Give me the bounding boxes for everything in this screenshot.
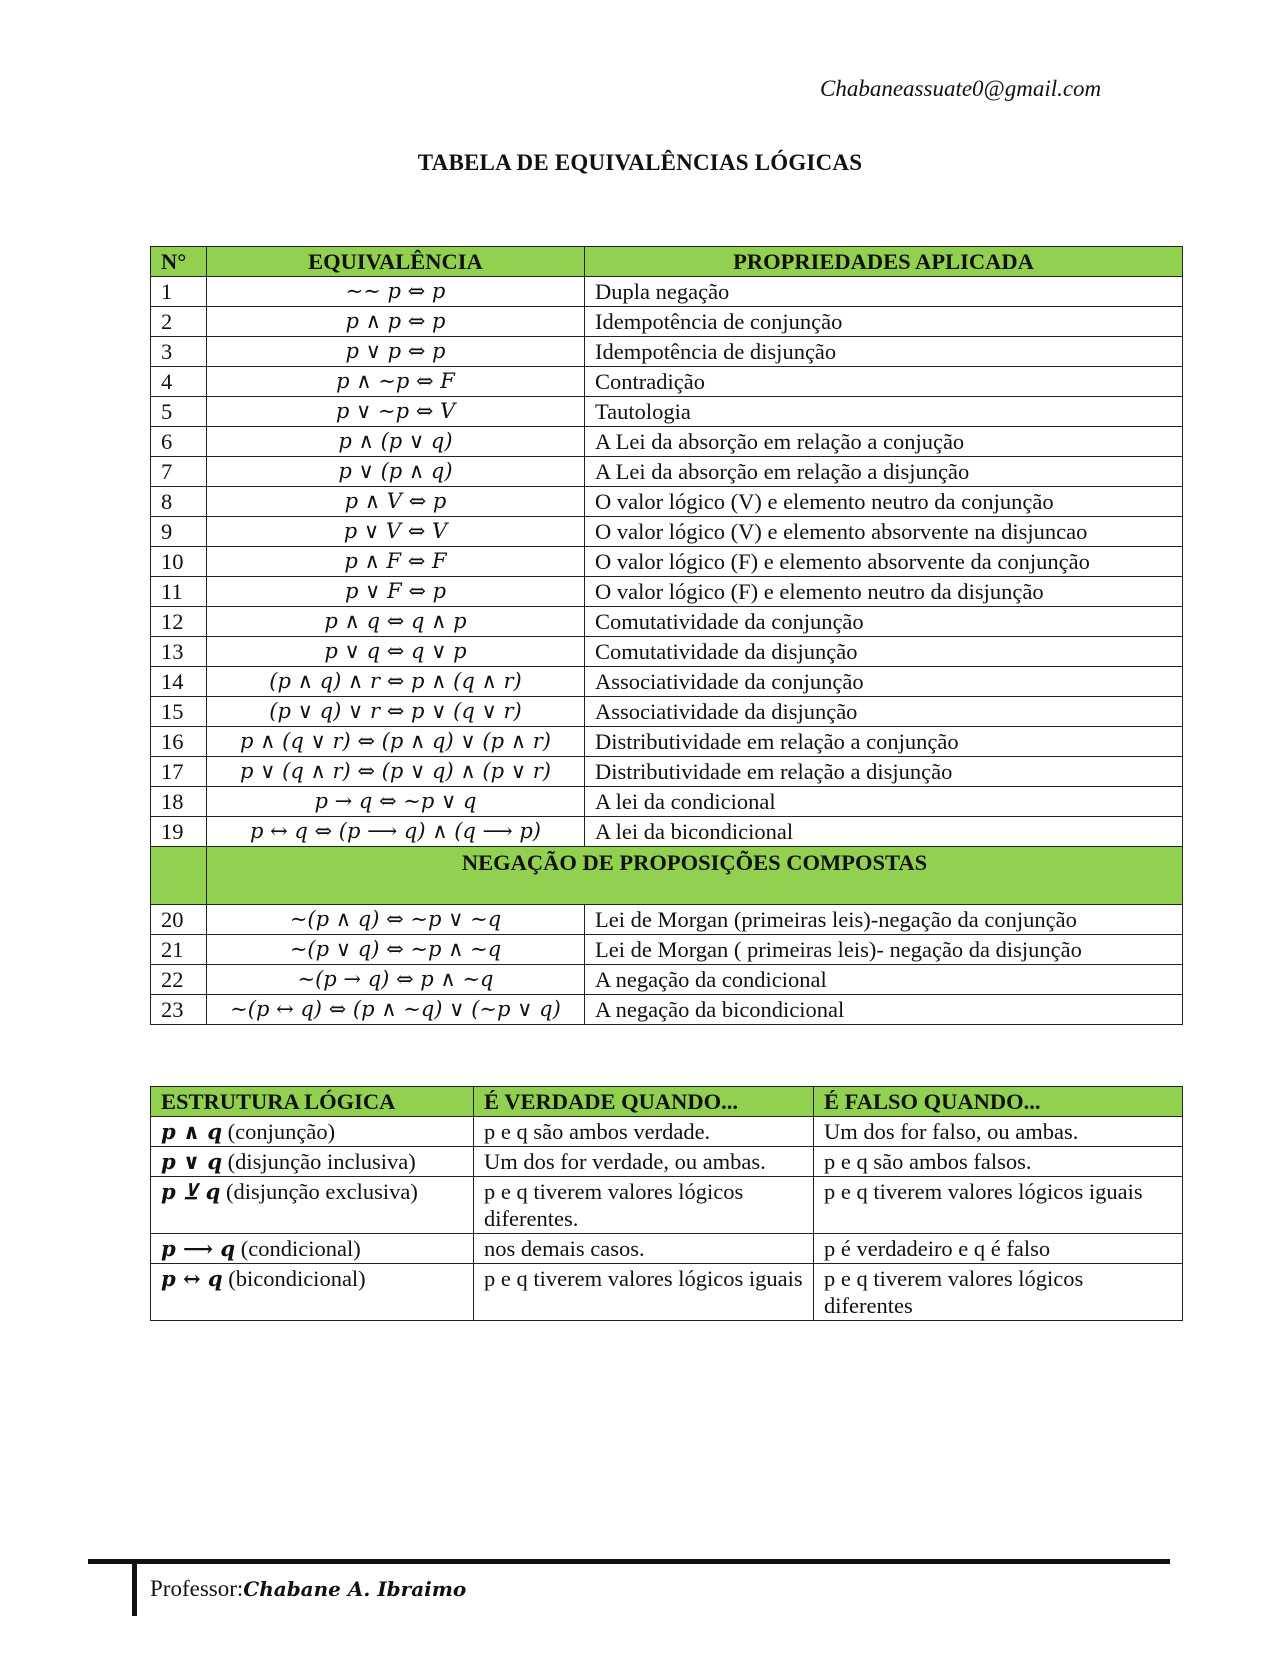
structure-cell: [151, 1234, 474, 1264]
row-expression: ∼(p ∨ q) ⇔ ∼p ∧ ∼q: [207, 935, 585, 965]
row-property: Distributividade em relação a conjunção: [585, 727, 1183, 757]
header-false-when: É FALSO QUANDO...: [814, 1087, 1183, 1117]
row-number: 23: [151, 995, 207, 1025]
table-row: [151, 1264, 1183, 1321]
row-property: Lei de Morgan (primeiras leis)-negação da conjunção: [585, 905, 1183, 935]
structure-label: (conjunção): [222, 1119, 336, 1144]
table-row: [151, 337, 1183, 367]
true-when-cell: nos demais casos.: [474, 1234, 814, 1264]
table-row: [151, 427, 1183, 457]
row-property: Associatividade da conjunção: [585, 667, 1183, 697]
logic-header-row: [151, 1087, 1183, 1117]
row-expression: p ∧ p ⇔ p: [207, 307, 585, 337]
row-property: Dupla negação: [585, 277, 1183, 307]
table-row: [151, 547, 1183, 577]
row-number: 19: [151, 817, 207, 847]
row-expression: ∼(p → q) ⇔ p ∧ ∼q: [207, 965, 585, 995]
table-row: [151, 1177, 1183, 1234]
row-expression: p ∨ (q ∧ r) ⇔ (p ∨ q) ∧ (p ∨ r): [207, 757, 585, 787]
table-row: [151, 935, 1183, 965]
row-number: 16: [151, 727, 207, 757]
row-expression: p → q ⇔ ∼p ∨ q: [207, 787, 585, 817]
row-expression: (p ∨ q) ∨ r ⇔ p ∨ (q ∨ r): [207, 697, 585, 727]
row-property: A negação da condicional: [585, 965, 1183, 995]
row-number: 4: [151, 367, 207, 397]
row-number: 13: [151, 637, 207, 667]
table-row: [151, 307, 1183, 337]
false-when-cell: p e q tiverem valores lógicos diferentes: [814, 1264, 1183, 1321]
false-when-cell: p é verdadeiro e q é falso: [814, 1234, 1183, 1264]
row-number: 3: [151, 337, 207, 367]
structure-symbol: p ∨ q: [161, 1149, 223, 1174]
table-row: [151, 1234, 1183, 1264]
row-number: 18: [151, 787, 207, 817]
table-row: [151, 607, 1183, 637]
author-email: Chabaneassuate0@gmail.com: [820, 76, 1102, 101]
row-property: A Lei da absorção em relação a conjução: [585, 427, 1183, 457]
table-row: [151, 1147, 1183, 1177]
row-number: 5: [151, 397, 207, 427]
footer: [150, 1576, 466, 1602]
row-expression: ∼(p ↔ q) ⇔ (p ∧ ∼q) ∨ (∼p ∨ q): [207, 995, 585, 1025]
row-expression: p ∧ (q ∨ r) ⇔ (p ∧ q) ∨ (p ∧ r): [207, 727, 585, 757]
structure-symbol: p ⟶ q: [161, 1236, 236, 1261]
row-expression: p ∧ F ⇔ F: [207, 547, 585, 577]
row-expression: p ∧ q ⇔ q ∧ p: [207, 607, 585, 637]
table-row: [151, 277, 1183, 307]
row-expression: p ∧ ∼p ⇔ F: [207, 367, 585, 397]
structure-symbol: p ∧ q: [161, 1119, 223, 1144]
table-row: [151, 817, 1183, 847]
structure-label: (disjunção inclusiva): [222, 1149, 416, 1174]
row-property: Lei de Morgan ( primeiras leis)- negação da disjunção: [585, 935, 1183, 965]
logic-structure-table: [150, 1086, 1183, 1321]
row-property: A lei da bicondicional: [585, 817, 1183, 847]
table-row: [151, 637, 1183, 667]
table-row: [151, 1117, 1183, 1147]
table-row: [151, 667, 1183, 697]
row-number: 11: [151, 577, 207, 607]
section-title: NEGAÇÃO DE PROPOSIÇÕES COMPOSTAS: [207, 847, 1183, 905]
footer-divider: [88, 1559, 1170, 1564]
row-number: 8: [151, 487, 207, 517]
row-property: O valor lógico (V) e elemento neutro da conjunção: [585, 487, 1183, 517]
row-expression: p ∧ V ⇔ p: [207, 487, 585, 517]
row-property: Comutatividade da conjunção: [585, 607, 1183, 637]
structure-label: (condicional): [235, 1236, 361, 1261]
true-when-cell: p e q tiverem valores lógicos diferentes.: [474, 1177, 814, 1234]
row-expression: p ∨ ∼p ⇔ V: [207, 397, 585, 427]
table-row: [151, 577, 1183, 607]
table-row: [151, 457, 1183, 487]
header-true-when: É VERDADE QUANDO...: [474, 1087, 814, 1117]
structure-cell: [151, 1117, 474, 1147]
row-number: 6: [151, 427, 207, 457]
true-when-cell: p e q tiverem valores lógicos iguais: [474, 1264, 814, 1321]
header-structure: ESTRUTURA LÓGICA: [151, 1087, 474, 1117]
section-header-row: [151, 847, 1183, 905]
row-expression: p ∨ F ⇔ p: [207, 577, 585, 607]
true-when-cell: p e q são ambos verdade.: [474, 1117, 814, 1147]
table-row: [151, 397, 1183, 427]
row-expression: p ∨ (p ∧ q): [207, 457, 585, 487]
equivalences-table: [150, 246, 1183, 1025]
row-number: 2: [151, 307, 207, 337]
table-row: [151, 995, 1183, 1025]
row-expression: ∼∼ p ⇔ p: [207, 277, 585, 307]
row-number: 20: [151, 905, 207, 935]
row-expression: p ∨ V ⇔ V: [207, 517, 585, 547]
table-row: [151, 367, 1183, 397]
row-number: 15: [151, 697, 207, 727]
structure-label: (bicondicional): [222, 1266, 366, 1291]
page-title: TABELA DE EQUIVALÊNCIAS LÓGICAS: [417, 150, 863, 175]
table-row: [151, 965, 1183, 995]
structure-symbol: p ↔ q: [161, 1266, 223, 1291]
row-property: Comutatividade da disjunção: [585, 637, 1183, 667]
table-row: [151, 905, 1183, 935]
row-number: 14: [151, 667, 207, 697]
row-expression: p ∧ (p ∨ q): [207, 427, 585, 457]
structure-label: (disjunção exclusiva): [220, 1179, 418, 1204]
row-expression: p ∨ p ⇔ p: [207, 337, 585, 367]
row-number: 17: [151, 757, 207, 787]
header-equivalence: EQUIVALÊNCIA: [207, 247, 585, 277]
row-number: 10: [151, 547, 207, 577]
structure-cell: [151, 1264, 474, 1321]
table-row: [151, 487, 1183, 517]
row-expression: ∼(p ∧ q) ⇔ ∼p ∨ ∼q: [207, 905, 585, 935]
row-property: Associatividade da disjunção: [585, 697, 1183, 727]
row-number: 21: [151, 935, 207, 965]
table-row: [151, 727, 1183, 757]
row-expression: p ∨ q ⇔ q ∨ p: [207, 637, 585, 667]
professor-signature: Chabane A. Ibraimo: [243, 1577, 467, 1601]
structure-cell: [151, 1147, 474, 1177]
structure-cell: [151, 1177, 474, 1234]
row-property: Contradição: [585, 367, 1183, 397]
table-row: [151, 697, 1183, 727]
row-number: 9: [151, 517, 207, 547]
header-number: N°: [151, 247, 207, 277]
footer-professor-label: Professor:: [150, 1576, 244, 1601]
row-property: Distributividade em relação a disjunção: [585, 757, 1183, 787]
row-property: A lei da condicional: [585, 787, 1183, 817]
table-row: [151, 517, 1183, 547]
row-number: 12: [151, 607, 207, 637]
footer-vertical-bar: [132, 1561, 137, 1616]
row-number: 7: [151, 457, 207, 487]
row-property: A Lei da absorção em relação a disjunção: [585, 457, 1183, 487]
row-property: A negação da bicondicional: [585, 995, 1183, 1025]
structure-symbol: p ⊻ q: [161, 1179, 221, 1204]
row-expression: (p ∧ q) ∧ r ⇔ p ∧ (q ∧ r): [207, 667, 585, 697]
equivalences-header-row: [151, 247, 1183, 277]
false-when-cell: p e q são ambos falsos.: [814, 1147, 1183, 1177]
section-empty-cell: [151, 847, 207, 905]
false-when-cell: p e q tiverem valores lógicos iguais: [814, 1177, 1183, 1234]
false-when-cell: Um dos for falso, ou ambas.: [814, 1117, 1183, 1147]
table-row: [151, 787, 1183, 817]
row-number: 1: [151, 277, 207, 307]
row-property: O valor lógico (V) e elemento absorvente na disjuncao: [585, 517, 1183, 547]
row-property: Idempotência de conjunção: [585, 307, 1183, 337]
true-when-cell: Um dos for verdade, ou ambas.: [474, 1147, 814, 1177]
row-property: O valor lógico (F) e elemento absorvente da conjunção: [585, 547, 1183, 577]
row-expression: p ↔ q ⇔ (p ⟶ q) ∧ (q ⟶ p): [207, 817, 585, 847]
row-property: Idempotência de disjunção: [585, 337, 1183, 367]
row-number: 22: [151, 965, 207, 995]
row-property: Tautologia: [585, 397, 1183, 427]
header-property: PROPRIEDADES APLICADA: [585, 247, 1183, 277]
row-property: O valor lógico (F) e elemento neutro da disjunção: [585, 577, 1183, 607]
table-row: [151, 757, 1183, 787]
